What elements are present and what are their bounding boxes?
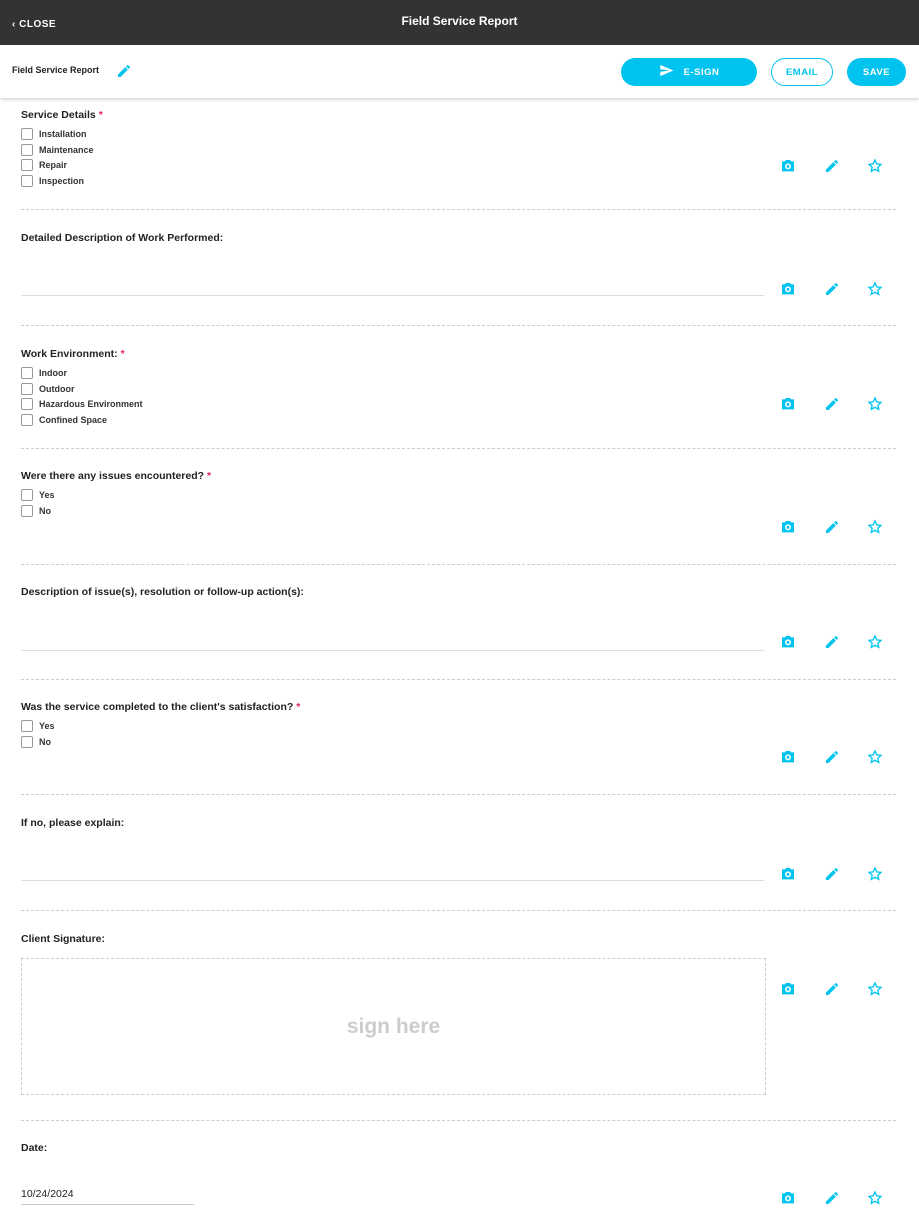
section-divider (21, 209, 896, 210)
pencil-icon[interactable] (824, 158, 840, 174)
signature-pad[interactable]: sign here (21, 958, 766, 1095)
camera-icon[interactable] (780, 1190, 796, 1206)
checkbox-label: No (39, 505, 51, 516)
question-label (21, 586, 304, 598)
required-asterisk: * (207, 470, 212, 482)
checkbox[interactable] (21, 398, 33, 410)
checkbox-option[interactable] (21, 382, 75, 396)
question-label (21, 232, 223, 244)
page-title: Field Service Report (401, 14, 518, 28)
form-section (0, 448, 919, 564)
question-label (21, 348, 125, 360)
question-text: Were there any issues encountered? (21, 470, 205, 482)
star-icon[interactable] (867, 634, 883, 650)
checkbox-label: Yes (39, 490, 55, 500)
checkbox[interactable] (21, 383, 33, 395)
field-actions (780, 981, 890, 997)
camera-icon[interactable] (780, 634, 796, 650)
checkbox[interactable] (21, 159, 33, 171)
toolbar (0, 45, 919, 98)
pencil-icon[interactable] (824, 749, 840, 765)
checkbox[interactable] (21, 175, 33, 187)
camera-icon[interactable] (780, 866, 796, 882)
checkbox-label: Hazardous Environment (39, 399, 143, 409)
checkbox-label: Outdoor (39, 383, 75, 394)
checkbox[interactable] (21, 505, 33, 517)
star-icon[interactable] (867, 749, 883, 765)
text-input[interactable] (21, 861, 764, 881)
field-actions (780, 281, 890, 297)
checkbox-label: Installation (39, 129, 87, 139)
checkbox-option[interactable] (21, 397, 143, 411)
question-text: Detailed Description of Work Performed: (21, 232, 224, 244)
checkbox-label: Confined Space (39, 414, 108, 425)
camera-icon[interactable] (780, 396, 796, 412)
star-icon[interactable] (867, 866, 883, 882)
form-section (0, 794, 919, 910)
camera-icon[interactable] (780, 281, 796, 297)
checkbox-option[interactable] (21, 719, 55, 733)
field-actions (780, 396, 890, 412)
checkbox[interactable] (21, 489, 33, 501)
field-actions (780, 749, 890, 765)
form-section (0, 209, 919, 325)
pencil-icon[interactable] (824, 1190, 840, 1206)
form-section (0, 1120, 919, 1225)
field-actions (780, 634, 890, 650)
email-button[interactable]: EMAIL (771, 58, 833, 86)
checkbox[interactable] (21, 414, 33, 426)
checkbox-label: No (39, 736, 51, 747)
field-actions (780, 866, 890, 882)
question-text: Work Environment: (21, 348, 118, 360)
text-input[interactable] (21, 276, 764, 296)
star-icon[interactable] (867, 281, 883, 297)
checkbox-label: Indoor (39, 368, 67, 378)
form-section (0, 910, 919, 1120)
question-text: Service Details (21, 109, 96, 121)
camera-icon[interactable] (780, 749, 796, 765)
question-label (21, 470, 211, 482)
checkbox[interactable] (21, 144, 33, 156)
top-bar (0, 0, 919, 45)
field-actions (780, 519, 890, 535)
question-text: Date: (21, 1142, 48, 1154)
checkbox[interactable] (21, 720, 33, 732)
form-section (0, 679, 919, 794)
question-text: Client Signature: (21, 933, 106, 945)
close-button[interactable]: ‹ CLOSE (12, 19, 57, 30)
form-section (0, 564, 919, 679)
required-asterisk: * (98, 109, 103, 121)
question-text: Description of issue(s), resolution or follow-up action(s): (21, 586, 304, 598)
checkbox-label: Inspection (39, 175, 85, 186)
pencil-icon[interactable] (824, 981, 840, 997)
checkbox[interactable] (21, 736, 33, 748)
field-actions (780, 1190, 890, 1206)
checkbox-label: Repair (39, 160, 68, 170)
text-input[interactable] (21, 631, 764, 651)
send-icon (659, 63, 674, 81)
star-icon[interactable] (867, 1190, 883, 1206)
date-input[interactable]: 10/24/2024 (21, 1188, 194, 1205)
section-divider (21, 794, 896, 795)
question-label (21, 817, 124, 829)
camera-icon[interactable] (780, 158, 796, 174)
question-text: If no, please explain: (21, 817, 125, 829)
checkbox-label: Maintenance (39, 144, 94, 155)
star-icon[interactable] (867, 519, 883, 535)
close-label: CLOSE (19, 19, 57, 30)
form-section (0, 100, 919, 209)
section-divider (21, 564, 896, 565)
field-actions (780, 158, 890, 174)
checkbox-option[interactable] (21, 158, 67, 172)
section-divider (21, 910, 896, 911)
checkbox[interactable] (21, 367, 33, 379)
question-label (21, 109, 103, 121)
camera-icon[interactable] (780, 519, 796, 535)
pencil-icon[interactable] (824, 281, 840, 297)
question-text: Was the service completed to the client's satisfaction? (21, 701, 294, 713)
section-divider (21, 679, 896, 680)
form-section (0, 325, 919, 448)
required-asterisk: * (296, 701, 301, 713)
camera-icon[interactable] (780, 981, 796, 997)
checkbox-label: Yes (39, 721, 55, 731)
pencil-icon[interactable] (824, 866, 840, 882)
section-divider (21, 325, 896, 326)
checkbox-option[interactable] (21, 413, 107, 427)
pencil-icon[interactable] (824, 396, 840, 412)
checkbox-option[interactable] (21, 366, 67, 380)
document-name: Field Service Report (12, 65, 100, 75)
pencil-icon[interactable] (824, 519, 840, 535)
esign-button[interactable] (621, 58, 757, 86)
checkbox-option[interactable] (21, 143, 94, 157)
pencil-icon[interactable] (824, 634, 840, 650)
star-icon[interactable] (867, 981, 883, 997)
checkbox-option[interactable] (21, 127, 87, 141)
checkbox-option[interactable] (21, 504, 51, 518)
checkbox-option[interactable] (21, 735, 51, 749)
section-divider (21, 1120, 896, 1121)
question-label (21, 933, 105, 945)
save-button[interactable]: SAVE (847, 58, 906, 86)
esign-label: E-SIGN (683, 66, 720, 78)
edit-name-pencil-icon[interactable] (116, 63, 132, 79)
star-icon[interactable] (867, 158, 883, 174)
checkbox[interactable] (21, 128, 33, 140)
question-label (21, 1142, 47, 1154)
section-divider (21, 448, 896, 449)
question-label (21, 701, 300, 713)
checkbox-option[interactable] (21, 174, 84, 188)
star-icon[interactable] (867, 396, 883, 412)
required-asterisk: * (120, 348, 125, 360)
checkbox-option[interactable] (21, 488, 55, 502)
